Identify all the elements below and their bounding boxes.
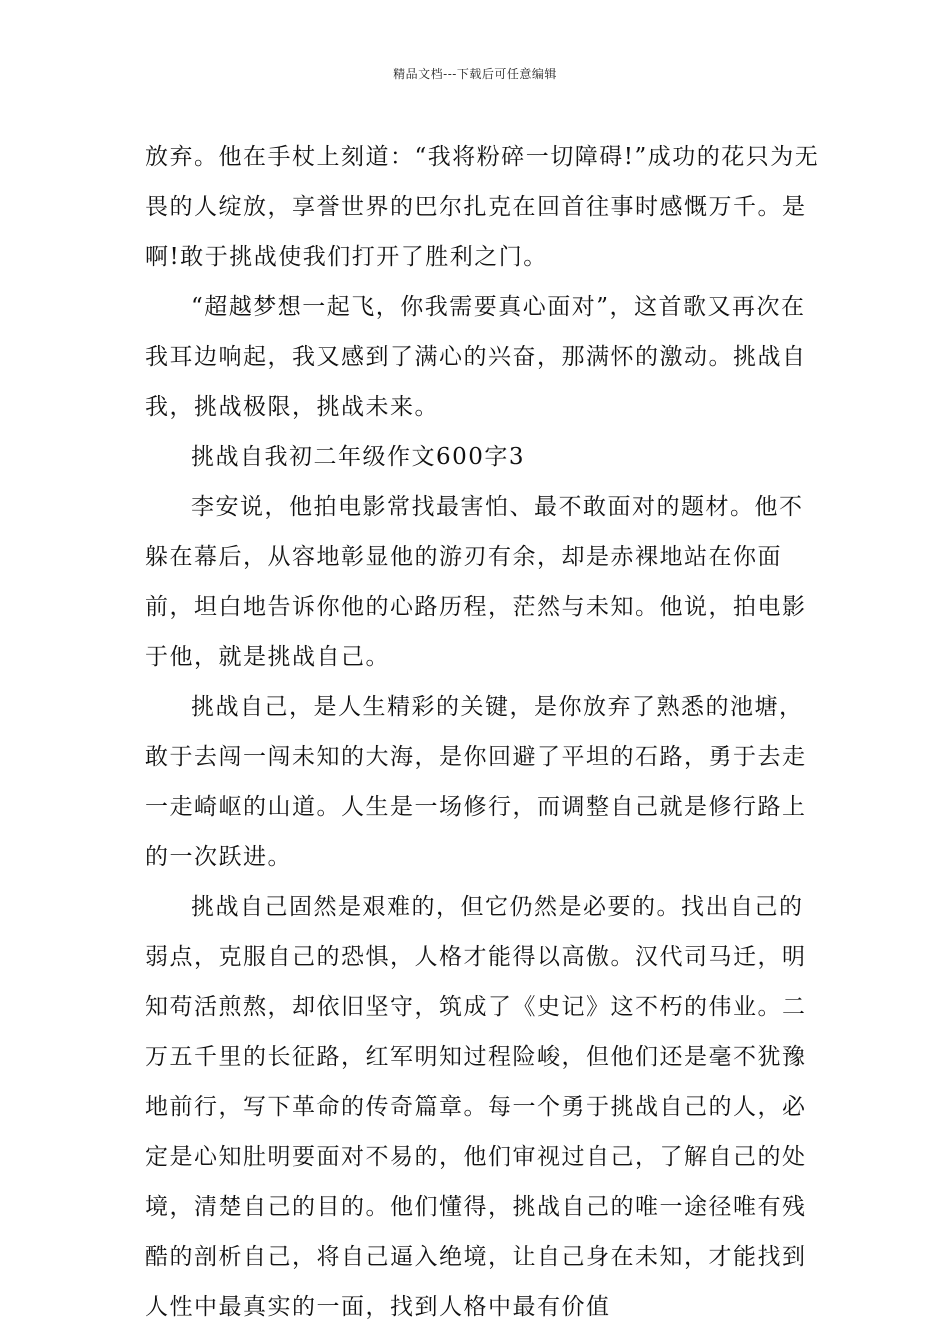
section-heading: 挑战自我初二年级作文600字3 — [191, 444, 526, 470]
paragraph-1: 放弃。他在手杖上刻道：“我将粉碎一切障碍!”成功的花只为无畏的人绽放，享誉世界的巴尔扎克在回首往事时感慨万千。是啊!敢于挑战使我们打开了胜利之门。 — [145, 144, 820, 270]
document-body — [145, 132, 825, 1332]
paragraph-3: 李安说，他拍电影常找最害怕、最不敢面对的题材。他不躲在幕后，从容地彰显他的游刃有余，却是赤裸地站在你面前，坦白地告诉你他的心路历程，茫然与未知。他说，拍电影于他，就是挑战自己。 — [145, 494, 807, 670]
paragraph-2: “超越梦想一起飞，你我需要真心面对”，这首歌又再次在我耳边响起，我又感到了满心的兴奋，那满怀的激动。挑战自我，挑战极限，挑战未来。 — [145, 294, 807, 420]
paragraph-4: 挑战自己，是人生精彩的关键，是你放弃了熟悉的池塘，敢于去闯一闯未知的大海，是你回避了平坦的石路，勇于去走一走崎岖的山道。人生是一场修行，而调整自己就是修行路上的一次跃进。 — [145, 694, 807, 870]
paragraph-5: 挑战自己固然是艰难的，但它仍然是必要的。找出自己的弱点，克服自己的恐惧，人格才能得以高傲。汉代司马迁，明知苟活煎熬，却依旧坚守，筑成了《史记》这不朽的伟业。二万五千里的长征路，红军明知过程险峻，但他们还是毫不犹豫地前行，写下革命的传奇篇章。每一个勇于挑战自己的人，必定是心知肚明要面对不易的，他们审视过自己，了解自己的处境，清楚自己的目的。他们懂得，挑战自己的唯一途径唯有残酷的剖析自己，将自己逼入绝境，让自己身在未知，才能找到人性中最真实的一面，找到人格中最有价值 — [145, 894, 807, 1320]
page-header: 精品文档---下载后可任意编辑 — [393, 67, 557, 81]
